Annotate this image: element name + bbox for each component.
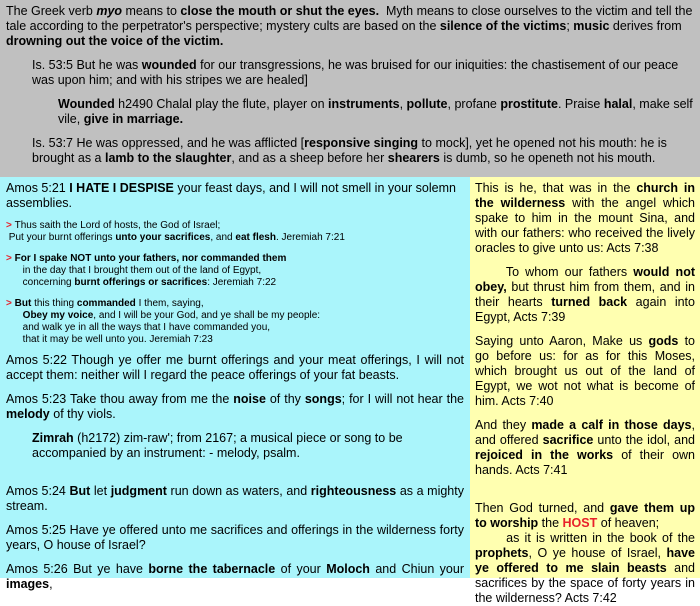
text-run: and Chiun your (369, 562, 468, 576)
text-run: Amos 5:23 Take thou away from me the (6, 392, 234, 406)
text-run: pollute (406, 97, 448, 111)
text-run: I HATE I DESPISE (69, 181, 174, 195)
text-run: Is. 53:7 He was oppressed, and he was afflicted [ (32, 136, 305, 150)
text-run: Saying unto Aaron, Make us (475, 334, 649, 348)
text-run: burnt offerings or sacrifices (74, 277, 208, 288)
text-run: let (90, 484, 111, 498)
text-run: The Greek verb (6, 4, 97, 18)
text-run: melody (6, 407, 50, 421)
text-run: responsive singing (304, 136, 419, 150)
zimrah-definition (32, 431, 407, 461)
text-run: Zimrah (32, 431, 74, 445)
text-run: Amos 5:25 Have ye offered unto me sacrifices and offerings in the wilderness forty years, O house of Israel? (6, 523, 468, 552)
text-run: , and as a sheep before her (231, 151, 388, 165)
text-run: of thy (265, 392, 305, 406)
text-run: Wounded (58, 97, 115, 111)
text-run: concerning (6, 277, 75, 288)
text-run: have ye offered to me slain beasts (475, 546, 699, 575)
acts-7-42 (475, 501, 699, 606)
text-run: righteousness (310, 484, 397, 498)
amos-5-23 (6, 392, 468, 422)
amos-5-24 (6, 484, 468, 514)
text-run: that it may be well unto you. Jeremiah 7:23 (6, 334, 213, 345)
text-run: > (6, 298, 15, 309)
text-run: > (6, 253, 15, 264)
text-run: halal (603, 97, 633, 111)
text-run: prophets (475, 546, 529, 560)
text-run: , make self vile, (58, 97, 697, 126)
text-run: . Praise (557, 97, 604, 111)
text-run: gave them up to worship (475, 501, 699, 530)
myo-definition-paragraph (6, 4, 694, 49)
text-run: Put your burnt offerings (6, 232, 116, 243)
text-run: , profane (447, 97, 501, 111)
text-run: means to (122, 4, 181, 18)
text-run: to mock], yet he opened not his mouth: he is brought as a (32, 136, 671, 165)
text-run: Amos 5:26 But ye have (6, 562, 149, 576)
text-run: again into Egypt, Acts 7:39 (475, 295, 699, 324)
text-run: prostitute (500, 97, 558, 111)
text-run: borne the tabernacle (148, 562, 276, 576)
text-run: and sacrifices by the space of forty years in the wilderness? Acts 7:42 (475, 561, 699, 605)
text-run: shearers (387, 151, 440, 165)
amos-5-21 (6, 181, 464, 211)
text-run: unto the idol, and (593, 433, 699, 447)
acts-7-40 (475, 334, 699, 409)
text-run: as a mighty stream. (6, 484, 468, 513)
text-run: lamb to the slaughter (104, 151, 232, 165)
jeremiah-7-21-quote (6, 220, 464, 244)
text-run: , and offered (475, 418, 699, 447)
text-run: . Jeremiah 7:21 (275, 232, 345, 243)
text-run: , (399, 97, 407, 111)
text-run: made a calf in those days (531, 418, 692, 432)
text-run: as it is written in the book of the (475, 531, 699, 545)
text-run: Amos 5:24 (6, 484, 70, 498)
text-run: of their own hands. Acts 7:41 (475, 448, 699, 477)
text-run: eat flesh (235, 232, 276, 243)
text-run: ; for I will not hear the (341, 392, 468, 406)
acts-7-39 (475, 265, 699, 325)
acts-7-38 (475, 181, 699, 256)
text-run: Then God turned, and (475, 501, 610, 515)
text-run: to go before us: for as for this Moses, which brought us out of the land of Egypt, we wot not what is become of him. Acts 7:40 (475, 334, 699, 408)
amos-5-25 (6, 523, 468, 553)
text-run: this thing (31, 298, 77, 309)
text-run: > (6, 220, 15, 231)
text-run: , (49, 577, 53, 591)
text-run: songs (304, 392, 342, 406)
text-run: To whom our fathers (475, 265, 634, 279)
isaiah-53-5-verse (32, 58, 694, 88)
text-run: in the day that I brought them out of the land of Egypt, (6, 265, 262, 276)
text-run: rejoiced in the works (475, 448, 614, 462)
text-run: judgment (110, 484, 167, 498)
text-run: of your (275, 562, 327, 576)
text-run: Is. 53:5 But he was (32, 58, 142, 72)
text-run: instruments (328, 97, 400, 111)
text-run: ; (566, 19, 574, 33)
text-run: images (6, 577, 50, 591)
text-run: Obey my voice (6, 310, 94, 321)
text-run: unto your sacrifices (115, 232, 211, 243)
text-run: Amos 5:22 Though ye offer me burnt offerings and your meat offerings, I will not accept them: neither will I regard the peace offerings of your fat beasts. (6, 353, 468, 382)
text-run: Moloch (326, 562, 370, 576)
text-run: your feast days, and I will not smell in your solemn assemblies. (6, 181, 460, 210)
text-run: of thy viols. (49, 407, 116, 421)
acts-column (470, 177, 700, 605)
text-run: HOST (562, 516, 598, 530)
text-run: church in the wilderness (475, 181, 699, 210)
text-run: Amos 5:21 (6, 181, 70, 195)
text-run: give in marriage. (83, 112, 184, 126)
text-run: And they (475, 418, 532, 432)
text-run: would not obey, (475, 265, 699, 294)
text-run: I them, saying, (135, 298, 204, 309)
text-run: : Jeremiah 7:22 (207, 277, 277, 288)
text-run: But (69, 484, 91, 498)
text-run: of heaven; (597, 516, 660, 530)
text-run: close the mouth or shut the eyes. (180, 4, 380, 18)
amos-5-22 (6, 353, 468, 383)
text-run: Thus saith the Lord of hosts, the God of Israel; (14, 220, 221, 231)
text-run: myo (96, 4, 123, 18)
text-run: music (573, 19, 610, 33)
text-run: derives from (609, 19, 686, 33)
text-run: run down as waters, and (166, 484, 311, 498)
text-run: noise (233, 392, 266, 406)
text-run: silence of the victims (439, 19, 567, 33)
jeremiah-7-23-quote (6, 298, 464, 346)
text-run: for our transgressions, he was bruised for our iniquities: the chastisement of our peace was upon him; and with his stripes we are healed] (32, 58, 682, 87)
text-run: , O ye house of Israel, (528, 546, 667, 560)
text-run: and walk ye in all the ways that I have commanded you, (6, 322, 271, 333)
text-run: , and (210, 232, 236, 243)
isaiah-53-7-verse (32, 136, 694, 166)
text-run: Myth means to close ourselves to the victim and tell the tale according to the perpetrator's perspective; mystery cults are based on the (6, 4, 696, 33)
amos-column (0, 177, 470, 591)
text-run: (h2172) zim-raw'; from 2167; a musical piece or song to be accompanied by an instrument: - melody, psalm. (32, 431, 407, 460)
text-run: For I spake NOT unto your fathers, nor commanded them (14, 253, 287, 264)
text-run: the (538, 516, 563, 530)
text-run: is dumb, so he openeth not his mouth. (439, 151, 656, 165)
text-run: drowning out the voice of the victim. (6, 34, 224, 48)
text-run: But (14, 298, 32, 309)
text-run: with the angel which spake to him in the mount Sina, and with our fathers: who received the lively oracles to give unto us: Acts 7:38 (475, 196, 699, 255)
text-run: h2490 Chalal play the flute, player on (114, 97, 329, 111)
text-run: turned back (551, 295, 628, 309)
text-run: sacrifice (542, 433, 594, 447)
text-run: , and I will be your God, and ye shall be my people: (93, 310, 321, 321)
text-run: wounded (141, 58, 197, 72)
text-run: commanded (76, 298, 136, 309)
top-commentary-panel (0, 0, 700, 177)
wounded-definition (58, 97, 697, 127)
jeremiah-7-22-quote (6, 253, 464, 289)
text-run: but thrust him from them, and in their hearts (475, 280, 699, 309)
text-run: This is he, that was in the (475, 181, 637, 195)
text-run: gods (648, 334, 679, 348)
amos-5-26 (6, 562, 468, 592)
acts-7-41 (475, 418, 699, 478)
